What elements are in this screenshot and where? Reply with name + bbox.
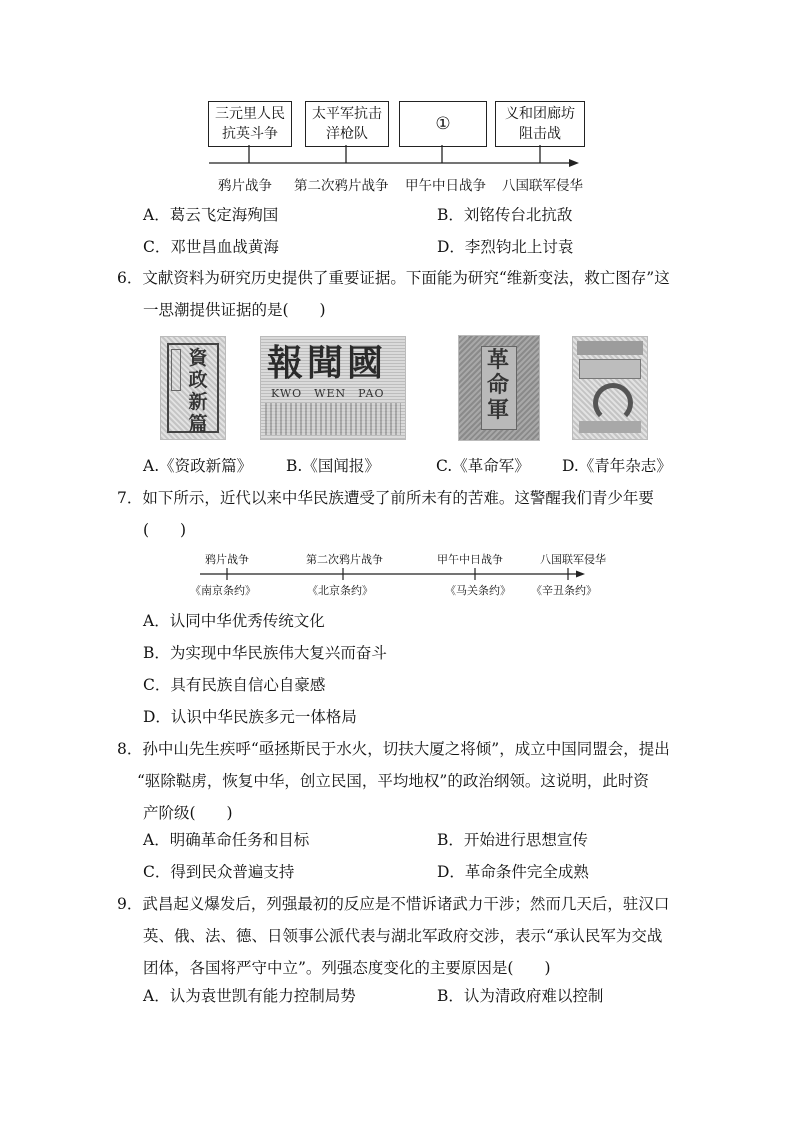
img2-subtitle: KWO WEN PAO — [271, 387, 385, 400]
q7-option-b[interactable]: B．为实现中华民族伟大复兴而奋斗 — [143, 644, 387, 662]
q6-stem-line1: 6．文献资料为研究历史提供了重要证据。下面能为研究“维新变法，救亡图存”这 — [117, 269, 670, 287]
q6-option-d[interactable]: D.《青年杂志》 — [562, 457, 672, 475]
timeline-top-label: 鸦片战争 — [205, 553, 249, 566]
timeline-top-label: 八国联军侵华 — [540, 553, 606, 566]
q9-option-a[interactable]: A．认为袁世凯有能力控制局势 — [143, 987, 356, 1005]
box-line: ① — [435, 114, 451, 134]
q7-stem-line1: 7．如下所示，近代以来中华民族遭受了前所未有的苦难。这警醒我们青少年要 — [117, 489, 654, 507]
q7-stem-line2: ( ) — [143, 521, 187, 539]
box-line: 抗英斗争 — [222, 126, 278, 142]
q7-axis — [200, 566, 590, 582]
timeline-box-2 — [305, 101, 389, 147]
q6-option-c[interactable]: C.《革命军》 — [436, 457, 530, 475]
timeline-box-1 — [208, 101, 292, 147]
box-line: 义和团廊坊 — [505, 106, 575, 122]
q9-stem-line3: 团体，各国将严守中立”。列强态度变化的主要原因是( ) — [143, 959, 551, 977]
timeline-box-3 — [399, 101, 487, 147]
qingnian-zazhi-image — [572, 336, 648, 440]
q7-option-c[interactable]: C．具有民族自信心自豪感 — [143, 676, 326, 694]
q7-option-d[interactable]: D．认识中华民族多元一体格局 — [143, 708, 357, 726]
q8-stem-line2: “驱除鞑虏，恢复中华，创立民国，平均地权”的政治纲领。这说明，此时资 — [137, 772, 649, 790]
zizheng-xinpian-image — [160, 336, 226, 440]
q8-stem-line3: 产阶级( ) — [143, 804, 233, 822]
geming-jun-image — [458, 335, 540, 441]
timeline-box-4 — [495, 101, 585, 147]
q5-option-d[interactable]: D．李烈钧北上讨袁 — [437, 238, 574, 256]
q5-option-a[interactable]: A．葛云飞定海殉国 — [143, 206, 279, 224]
timeline-label: 鸦片战争 — [218, 178, 272, 194]
q8-option-a[interactable]: A．明确革命任务和目标 — [143, 831, 310, 849]
img2-title: 報聞國 — [267, 342, 388, 384]
timeline-axis — [205, 145, 585, 175]
box-line: 三元里人民 — [215, 106, 285, 122]
q5-option-c[interactable]: C．邓世昌血战黄海 — [143, 238, 279, 256]
guowen-bao-image — [260, 336, 406, 440]
q9-stem-line1: 9．武昌起义爆发后，列强最初的反应是不惜诉诸武力干涉；然而几天后，驻汉口 — [117, 895, 670, 913]
q6-option-a[interactable]: A.《资政新篇》 — [143, 457, 253, 475]
q6-stem-line2: 一思潮提供证据的是( ) — [143, 301, 326, 319]
timeline-top-label: 第二次鸦片战争 — [306, 553, 383, 566]
box-line: 阻击战 — [519, 126, 561, 142]
timeline-bottom-label: 《南京条约》 — [190, 584, 256, 597]
timeline-label: 甲午中日战争 — [405, 178, 486, 194]
q9-stem-line2: 英、俄、法、德、日领事公派代表与湖北军政府交涉，表示“承认民军为交战 — [143, 927, 663, 945]
q8-option-b[interactable]: B．开始进行思想宣传 — [437, 831, 588, 849]
timeline-top-label: 甲午中日战争 — [437, 553, 503, 566]
q8-stem-line1: 8．孙中山先生疾呼“亟拯斯民于水火，切扶大厦之将倾”，成立中国同盟会，提出 — [117, 740, 670, 758]
img1-title: 資政新篇 — [188, 347, 208, 435]
img3-title: 革命軍 — [486, 347, 509, 423]
q9-option-b[interactable]: B．认为清政府难以控制 — [437, 987, 604, 1005]
box-line: 洋枪队 — [326, 126, 368, 142]
q6-option-b[interactable]: B.《国闻报》 — [286, 457, 380, 475]
timeline-bottom-label: 《北京条约》 — [307, 584, 373, 597]
timeline-label: 八国联军侵华 — [502, 178, 583, 194]
timeline-label: 第二次鸦片战争 — [294, 178, 389, 194]
q5-option-b[interactable]: B．刘铭传台北抗敌 — [437, 206, 573, 224]
box-line: 太平军抗击 — [312, 106, 382, 122]
q8-option-d[interactable]: D．革命条件完全成熟 — [437, 863, 589, 881]
timeline-bottom-label: 《辛丑条约》 — [531, 584, 597, 597]
q7-option-a[interactable]: A．认同中华优秀传统文化 — [143, 612, 325, 630]
timeline-bottom-label: 《马关条约》 — [445, 584, 511, 597]
q8-option-c[interactable]: C．得到民众普遍支持 — [143, 863, 295, 881]
